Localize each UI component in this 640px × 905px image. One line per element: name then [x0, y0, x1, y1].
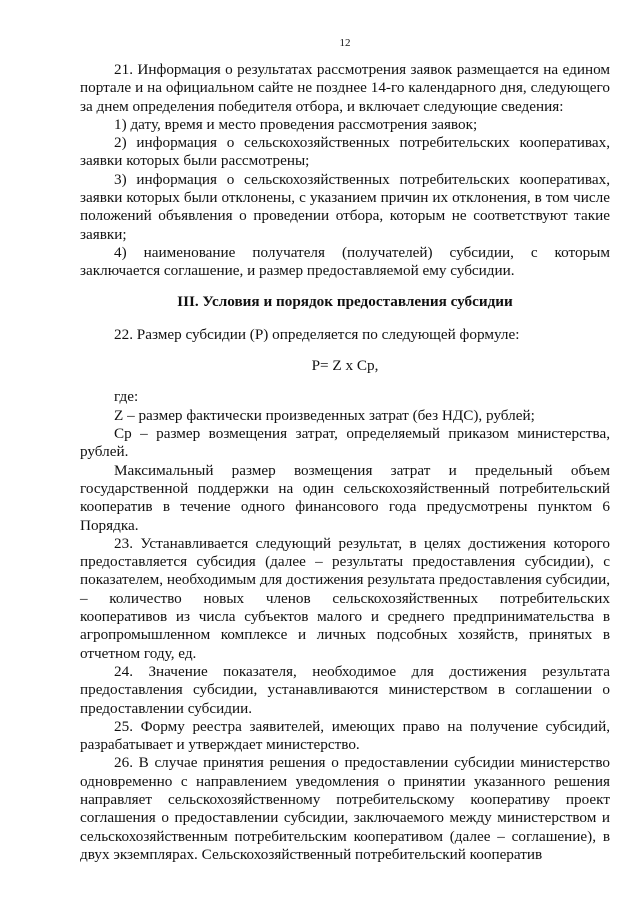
section-heading: III. Условия и порядок предоставления субсидии — [177, 292, 513, 310]
list-item-3: 3) информация о сельскохозяйственных потребительских кооперативах, заявки которых были отклонены, с указанием причин их отклонения, в том числе положений объявления о проведении отбора, которым не соответствуют такие заявки; — [80, 170, 610, 243]
paragraph-25: 25. Форму реестра заявителей, имеющих право на получение субсидий, разрабатывает и утверждает министерство. — [80, 717, 610, 754]
paragraph-26: 26. В случае принятия решения о предоставлении субсидии министерство одновременно с направлением уведомления о принятии указанного решения направляет сельскохозяйственному потребительскому кооперативу проект соглашения о предоставлении субсидии, заключаемого между министерством и сельскохозяйственным потребительским кооперативом (далее – соглашение), в двух экземплярах. Сельскохозяйственный потребительский кооператив — [80, 754, 610, 863]
paragraph-21: 21. Информация о результатах рассмотрения заявок размещается на едином портале и на официальном сайте не позднее 14-го календарного дня, следующего за днем определения победителя отбора, и включает следующие сведения: — [80, 61, 610, 115]
list-item-4: 4) наименование получателя (получателей) субсидии, с которым заключается соглашение, и размер предоставляемой ему субсидии. — [80, 243, 610, 280]
list-item-2: 2) информация о сельскохозяйственных потребительских кооперативах, заявки которых были рассмотрены; — [80, 134, 610, 170]
page-number: 12 — [339, 37, 351, 49]
paragraph-23: 23. Устанавливается следующий результат, в целях достижения которого предоставляется субсидия (далее – результаты предоставления субсидии), с показателем, необходимым для достижения результата предоставления субсидии, – количество новых членов сельскохозяйственных потребительских кооперативов из числа субъектов малого и среднего предпринимательства в агропромышленном комплексе и личных подсобных хозяйств, принятых в отчетном году, ед. — [80, 534, 610, 662]
definition-cp: Ср – размер возмещения затрат, определяемый приказом министерства, рублей. — [80, 425, 610, 461]
where-label: где: — [114, 388, 139, 406]
paragraph-max-support: Максимальный размер возмещения затрат и предельный объем государственной поддержки на один сельскохозяйственный потребительский кооператив в течение одного финансового года предусмотрены пунктом 6 Порядка. — [80, 461, 610, 534]
list-item-1: 1) дату, время и место проведения рассмотрения заявок; — [114, 115, 478, 133]
definition-z: Z – размер фактически произведенных затрат (без НДС), рублей; — [114, 406, 535, 424]
paragraph-24: 24. Значение показателя, необходимое для достижения результата предоставления субсидии, устанавливаются министерством в соглашении о предоставлении субсидии. — [80, 662, 610, 717]
formula: Р= Z х Ср, — [311, 357, 379, 375]
paragraph-22: 22. Размер субсидии (Р) определяется по следующей формуле: — [114, 325, 520, 343]
